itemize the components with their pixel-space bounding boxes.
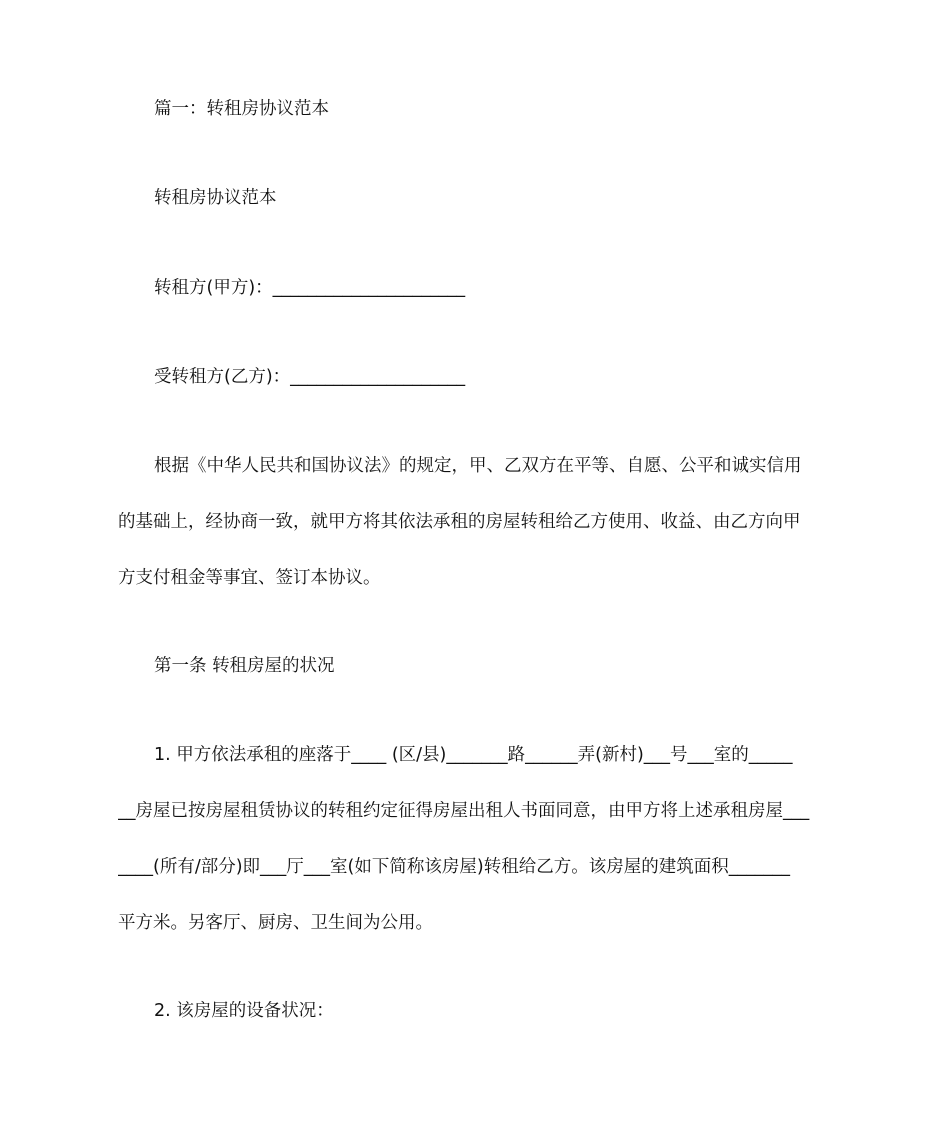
- clause-one-line: __房屋已按房屋租赁协议的转租约定征得房屋出租人书面同意，由甲方将上述承租房屋___: [118, 801, 810, 821]
- clause-one-line: 1. 甲方依法承租的座落于____ (区/县)_______路______弄(新村)___号___室的_____: [154, 745, 793, 765]
- clause-two-line: 2. 该房屋的设备状况：: [154, 1001, 334, 1021]
- party-b-line: 受转租方(乙方)：____________________: [154, 367, 466, 387]
- clause-one-line: ____(所有/部分)即___厅___室(如下简称该房屋)转租给乙方。该房屋的建筑面积_______: [118, 857, 790, 877]
- intro-paragraph-line: 根据《中华人民共和国协议法》的规定，甲、乙双方在平等、自愿、公平和诚实信用: [154, 456, 802, 476]
- clause-one-line: 平方米。另客厅、厨房、卫生间为公用。: [118, 913, 433, 933]
- intro-paragraph-line: 的基础上，经协商一致，就甲方将其依法承租的房屋转租给乙方使用、收益、由乙方向甲: [118, 512, 801, 532]
- intro-paragraph-line: 方支付租金等事宜、签订本协议。: [118, 568, 381, 588]
- heading-section-one: 篇一：转租房协议范本: [154, 99, 329, 119]
- party-a-line: 转租方(甲方)：______________________: [154, 278, 466, 298]
- agreement-title: 转租房协议范本: [154, 188, 277, 208]
- article-one-title: 第一条 转租房屋的状况: [154, 656, 335, 676]
